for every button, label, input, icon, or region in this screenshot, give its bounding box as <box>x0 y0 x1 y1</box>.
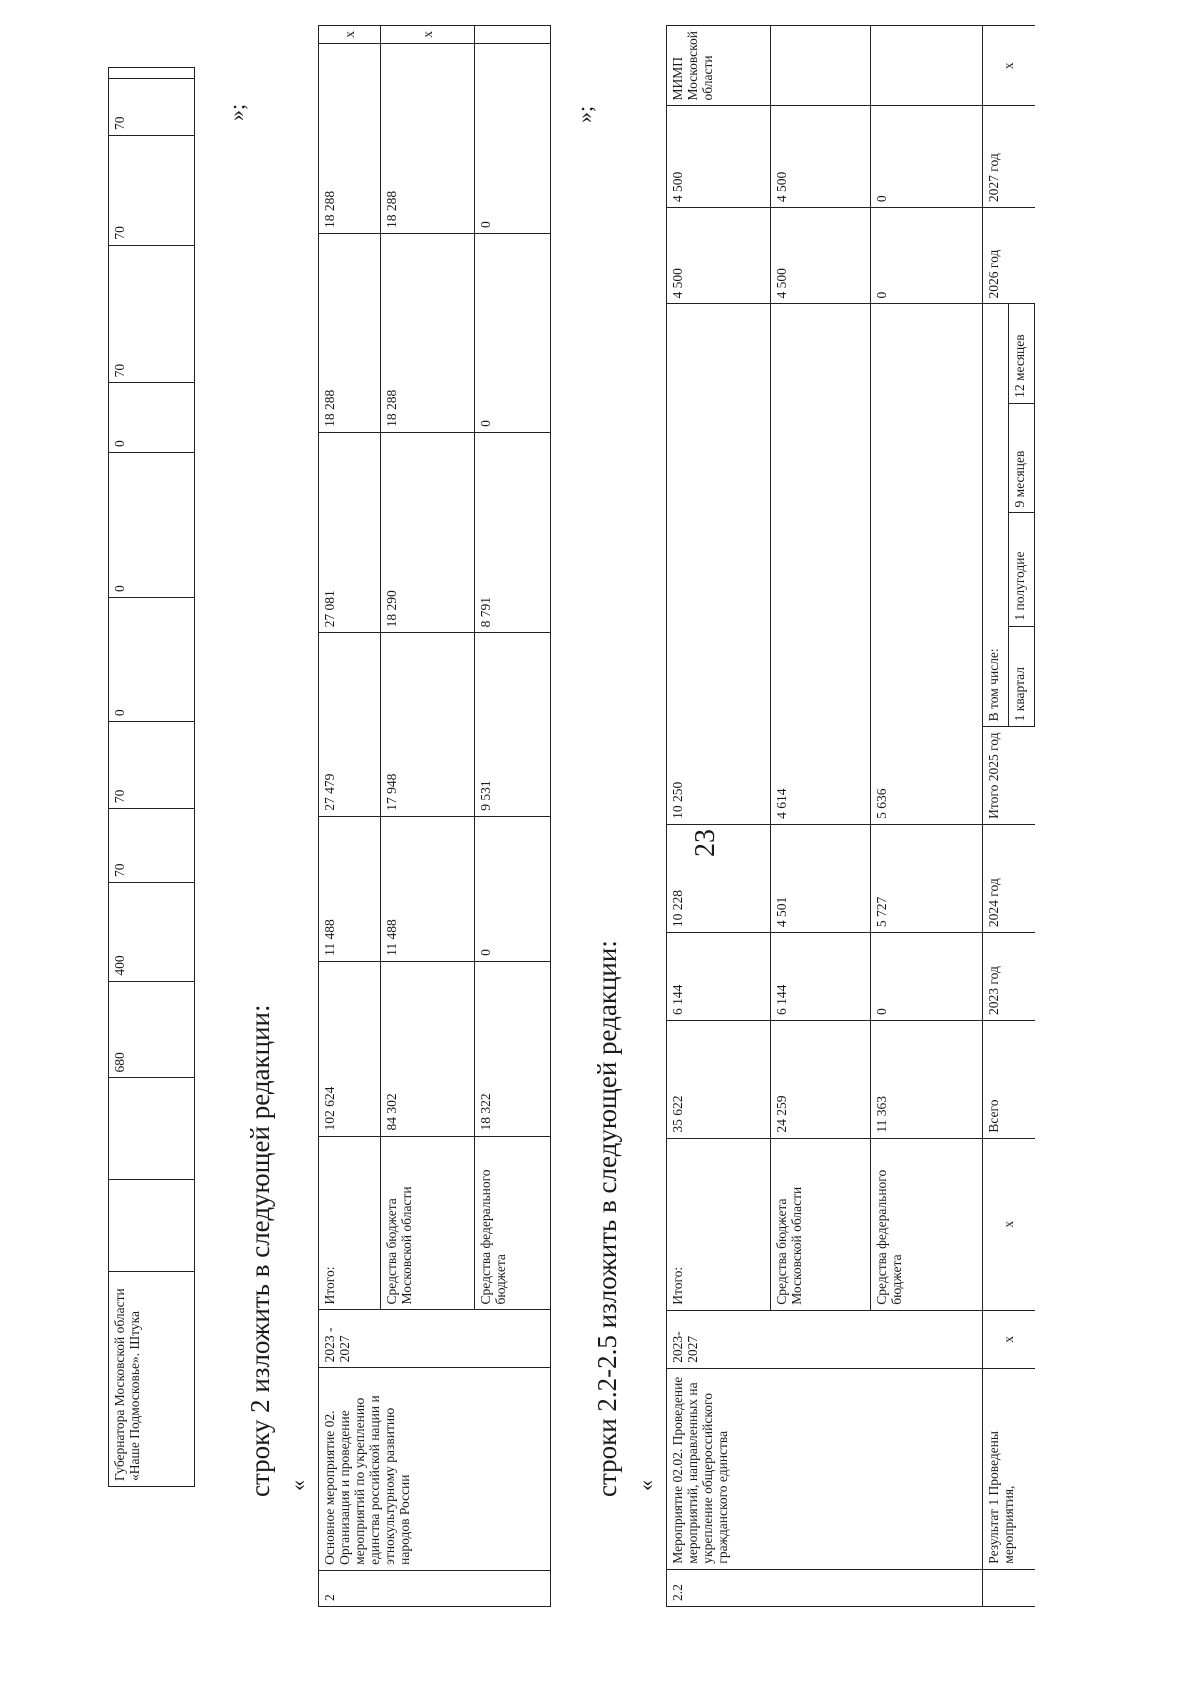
value-cell <box>109 1078 195 1179</box>
year-2026-cell: 4 500 <box>771 208 871 304</box>
result-2024: 2024 год <box>983 824 1035 932</box>
indicator-cell: Губернатора Московской области «Наше Подмосковье». Штука <box>109 1271 195 1486</box>
period: 2023-2027 <box>667 1310 983 1368</box>
funding-source: Средства бюджета Московской области <box>771 1138 871 1310</box>
year-2024-cell: 27 479 <box>319 633 381 816</box>
funding-source: Средства бюджета Московской области <box>381 1136 475 1310</box>
funding-source: Средства федерального бюджета <box>475 1136 551 1310</box>
value-cell <box>109 68 195 79</box>
year-2025-cell: 8 791 <box>475 432 551 633</box>
table-row-2 <box>318 25 551 1607</box>
year-2026-cell: 4 500 <box>667 208 771 304</box>
year-2027-cell: 18 288 <box>319 43 381 233</box>
year-2024-cell: 4 501 <box>771 824 871 932</box>
result-source: х <box>983 1138 1035 1310</box>
year-2025-cell: 5 636 <box>871 304 983 824</box>
result-2026: 2026 год <box>983 208 1035 304</box>
year-2024-cell: 17 948 <box>381 633 475 816</box>
year-2025-cell: 10 250 <box>667 304 771 824</box>
value-cell: 0 <box>109 383 195 453</box>
year-2026-cell: 18 288 <box>381 234 475 433</box>
year-2025-cell: 4 614 <box>771 304 871 824</box>
funding-source: Итого: <box>319 1136 381 1310</box>
row-number: 2.2 <box>667 1569 983 1606</box>
year-2024-cell: 10 228 <box>667 824 771 932</box>
funding-source: Средства федерального бюджета <box>871 1138 983 1310</box>
page-number: 23 <box>690 829 721 857</box>
row-number: 2 <box>319 1570 551 1606</box>
value-cell: 680 <box>109 981 195 1078</box>
year-2023-cell: 6 144 <box>771 933 871 1021</box>
open-quote-1: « <box>285 1480 310 1491</box>
result-2027: 2027 год <box>983 106 1035 208</box>
close-mark-2: »; <box>572 105 597 123</box>
value-cell: 70 <box>109 809 195 883</box>
close-mark-1: »; <box>224 103 249 121</box>
total-cell: 35 622 <box>667 1020 771 1138</box>
year-2027-cell: 4 500 <box>667 106 771 208</box>
result-executor: х <box>983 26 1035 107</box>
value-cell: 70 <box>109 245 195 383</box>
year-2023-cell: 11 488 <box>381 816 475 961</box>
result-q1: 1 квартал <box>1009 626 1035 727</box>
table-row-2-2 <box>666 25 1035 1607</box>
table-top-fragment <box>108 67 195 1487</box>
total-cell: 18 322 <box>475 961 551 1136</box>
result-blank <box>983 1569 1035 1606</box>
value-cell: 70 <box>109 79 195 136</box>
result-name: Результат 1 Проведены мероприятия, <box>983 1368 1035 1569</box>
total-cell: 24 259 <box>771 1020 871 1138</box>
activity-name: Основное мероприятие 02. Организация и проведение мероприятий по укреплению единства российской нации и этнокультурному развитию народов России <box>319 1368 551 1571</box>
open-quote-2: « <box>633 1480 658 1491</box>
activity-name: Мероприятие 02.02. Проведение мероприятий, направленных на укрепление общероссийского гражданского единства <box>667 1368 983 1569</box>
result-period: х <box>983 1310 1035 1368</box>
executor-cell <box>475 26 551 44</box>
total-cell: 11 363 <box>871 1020 983 1138</box>
result-2025-total: Итого 2025 год <box>983 727 1035 825</box>
total-cell: 102 624 <box>319 961 381 1136</box>
year-2024-cell: 5 727 <box>871 824 983 932</box>
value-cell: 70 <box>109 136 195 246</box>
year-2024-cell: 9 531 <box>475 633 551 816</box>
year-2027-cell: 18 288 <box>381 43 475 233</box>
executor-cell: МИМП Московской области <box>667 26 771 107</box>
year-2023-cell: 11 488 <box>319 816 381 961</box>
result-h1: 1 полугодие <box>1009 513 1035 626</box>
value-cell: 0 <box>109 597 195 721</box>
value-cell: 70 <box>109 722 195 809</box>
year-2025-cell: 18 290 <box>381 432 475 633</box>
value-cell: 400 <box>109 882 195 981</box>
result-2023: 2023 год <box>983 933 1035 1021</box>
result-12m: 12 месяцев <box>1009 304 1035 403</box>
result-including: В том числе: <box>983 304 1009 727</box>
value-cell <box>109 1179 195 1271</box>
year-2023-cell: 6 144 <box>667 933 771 1021</box>
year-2023-cell: 0 <box>475 816 551 961</box>
executor-cell <box>771 26 871 107</box>
executor-cell: х <box>319 26 381 44</box>
funding-source: Итого: <box>667 1138 771 1310</box>
year-2027-cell: 0 <box>871 106 983 208</box>
result-9m: 9 месяцев <box>1009 403 1035 513</box>
year-2026-cell: 0 <box>871 208 983 304</box>
period: 2023 - 2027 <box>319 1310 551 1368</box>
heading-rows-2-2-2-5: строки 2.2-2.5 изложить в следующей редакции: <box>592 940 622 1497</box>
year-2027-cell: 0 <box>475 43 551 233</box>
year-2025-cell: 27 081 <box>319 432 381 633</box>
executor-cell: х <box>381 26 475 44</box>
year-2023-cell: 0 <box>871 933 983 1021</box>
heading-row-2: строку 2 изложить в следующей редакции: <box>245 1004 275 1497</box>
value-cell: 0 <box>109 453 195 598</box>
executor-cell <box>871 26 983 107</box>
year-2026-cell: 18 288 <box>319 234 381 433</box>
year-2026-cell: 0 <box>475 234 551 433</box>
year-2027-cell: 4 500 <box>771 106 871 208</box>
total-cell: 84 302 <box>381 961 475 1136</box>
result-total: Всего <box>983 1020 1035 1138</box>
